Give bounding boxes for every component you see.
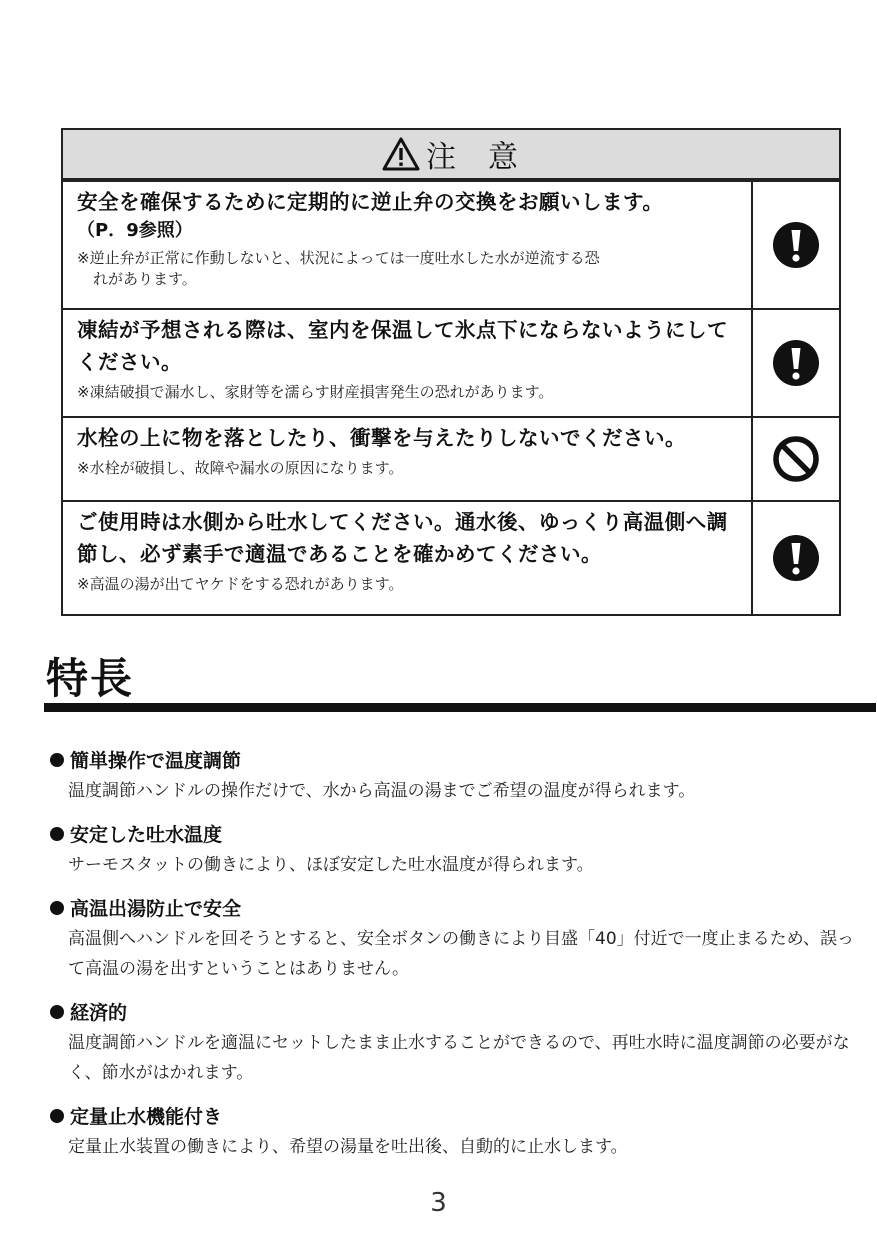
caution-row bbox=[63, 308, 839, 416]
feature-item bbox=[50, 998, 860, 1088]
feature-body: 高温側へハンドルを回そうとすると、安全ボタンの働きにより目盛「40」付近で一度止まるため、誤って高温の湯を出すということはありません。 bbox=[68, 929, 854, 979]
caution-row bbox=[63, 500, 839, 614]
feature-body: 定量止水装置の働きにより、希望の湯量を吐出後、自動的に止水します。 bbox=[68, 1137, 628, 1157]
feature-item bbox=[50, 820, 860, 880]
feature-title: 簡単操作で温度調節 bbox=[70, 750, 242, 772]
feature-body: サーモスタットの働きにより、ほぼ安定した吐水温度が得られます。 bbox=[68, 855, 594, 875]
feature-title: 安定した吐水温度 bbox=[70, 824, 223, 846]
feature-title: 経済的 bbox=[70, 1002, 128, 1024]
feature-title: 高温出湯防止で安全 bbox=[70, 898, 242, 920]
feature-title: 定量止水機能付き bbox=[70, 1106, 223, 1128]
caution-row-title: 安全を確保するために定期的に逆止弁の交換をお願いします。 bbox=[77, 190, 664, 214]
caution-row-title: 凍結が予想される際は、室内を保温して氷点下にならないようにしてください。 bbox=[77, 318, 728, 374]
feature-item bbox=[50, 746, 860, 806]
bullet-icon bbox=[50, 753, 64, 767]
caution-row-reference: （P．9参照） bbox=[77, 220, 193, 241]
caution-row-title: 水栓の上に物を落としたり、衝撃を与えたりしないでください。 bbox=[77, 426, 686, 450]
caution-row-note-line: ※逆止弁が正常に作動しないと、状況によっては一度吐水した水が逆流する恐 bbox=[77, 249, 600, 267]
caution-row bbox=[63, 416, 839, 500]
exclamation-icon bbox=[772, 221, 820, 269]
caution-header-left: 注 bbox=[426, 140, 458, 175]
feature-item bbox=[50, 894, 860, 984]
caution-row-note: ※水栓が破損し、故障や漏水の原因になります。 bbox=[77, 459, 404, 477]
page-number: 3 bbox=[430, 1188, 447, 1218]
caution-row-note-line: れがあります。 bbox=[93, 270, 197, 288]
section-title: 特長 bbox=[46, 654, 135, 703]
bullet-icon bbox=[50, 1005, 64, 1019]
warning-triangle-icon bbox=[382, 137, 420, 171]
caution-box bbox=[61, 128, 841, 616]
caution-header-right: 意 bbox=[488, 140, 520, 175]
prohibited-icon bbox=[772, 435, 820, 483]
feature-body: 温度調節ハンドルを適温にセットしたまま止水することができるので、再吐水時に温度調節の必要がなく、節水がはかれます。 bbox=[68, 1033, 850, 1083]
caution-row-note: ※凍結破損で漏水し、家財等を濡らす財産損害発生の恐れがあります。 bbox=[77, 383, 554, 401]
exclamation-icon bbox=[772, 534, 820, 582]
bullet-icon bbox=[50, 1109, 64, 1123]
exclamation-icon bbox=[772, 339, 820, 387]
section-divider bbox=[44, 703, 876, 712]
caution-row-note: ※高温の湯が出てヤケドをする恐れがあります。 bbox=[77, 575, 404, 593]
bullet-icon bbox=[50, 901, 64, 915]
caution-header bbox=[63, 130, 839, 180]
bullet-icon bbox=[50, 827, 64, 841]
caution-row-note bbox=[77, 248, 741, 290]
caution-row-title: ご使用時は水側から吐水してください。通水後、ゆっくり高温側へ調節し、必ず素手で適温であることを確かめてください。 bbox=[77, 510, 728, 566]
feature-item bbox=[50, 1102, 860, 1162]
caution-row bbox=[63, 180, 839, 308]
feature-body: 温度調節ハンドルの操作だけで、水から高温の湯までご希望の温度が得られます。 bbox=[68, 781, 696, 801]
feature-list bbox=[50, 746, 860, 1176]
